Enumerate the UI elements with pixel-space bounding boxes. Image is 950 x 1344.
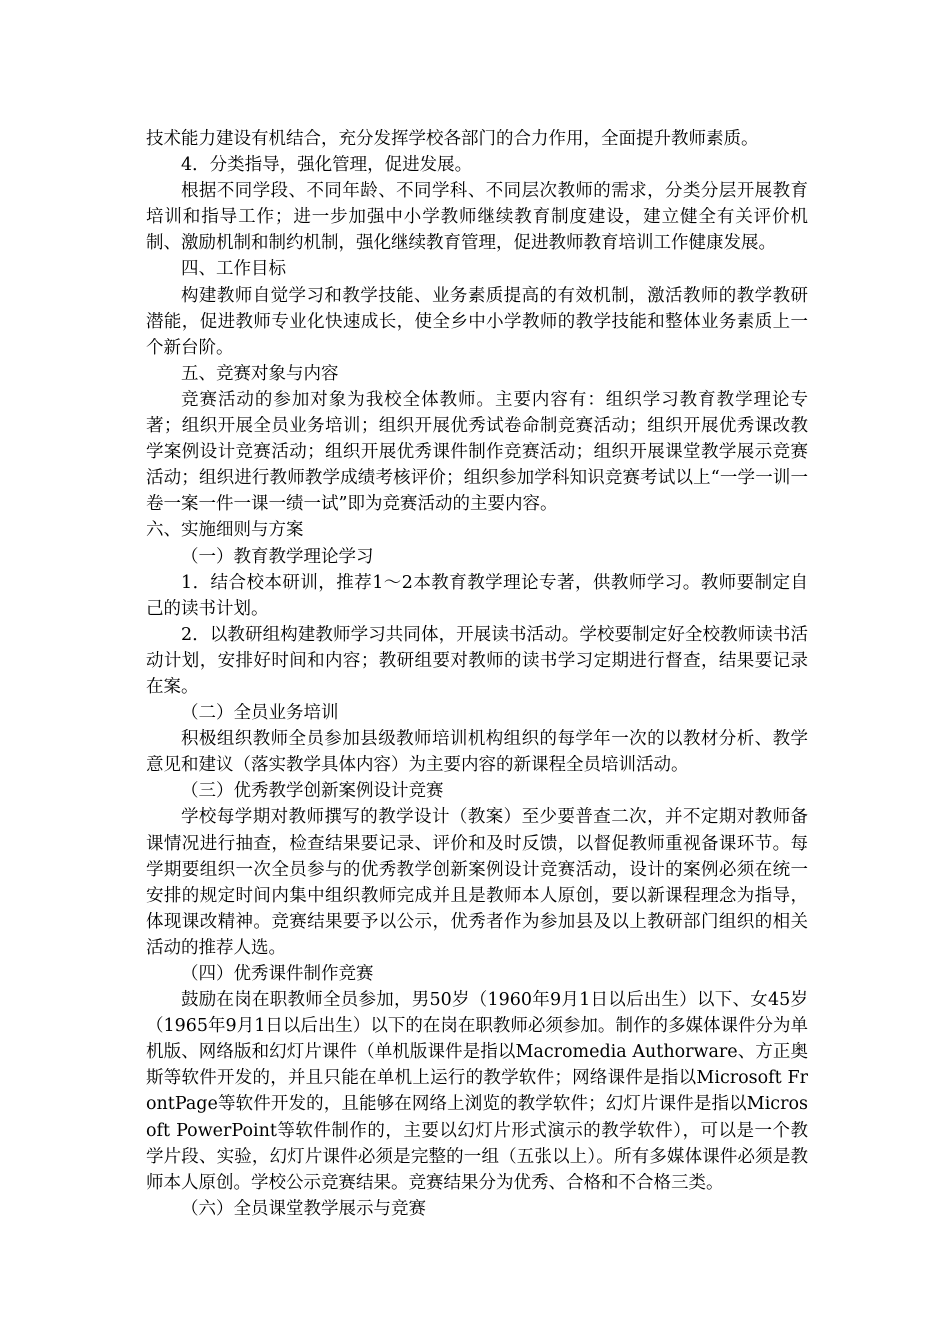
section-subheading: （六）全员课堂教学展示与竞赛 [181,1198,426,1219]
paragraph: 1．结合校本研训，推荐1～2本教育教学理论专著，供教师学习。教师要制定自己的读书计划。 [146,572,808,619]
paragraph: 构建教师自觉学习和教学技能、业务素质提高的有效机制，激活教师的教学教研潜能，促进教师专业化快速成长，使全乡中小学教师的教学技能和整体业务素质上一个新台阶。 [146,285,808,358]
section-subheading: （三）优秀教学创新案例设计竞赛 [181,781,444,802]
section-heading: 五、竞赛对象与内容 [181,363,339,384]
section-subheading: （二）全员业务培训 [181,703,339,724]
paragraph: 学校每学期对教师撰写的教学设计（教案）至少要普查二次，并不定期对教师备课情况进行抽查，检查结果要记录、评价和及时反馈，以督促教师重视备课环节。每学期要组织一次全员参与的优秀教学创新案例设计竞赛活动，设计的案例必须在统一安排的规定时间内集中组织教师完成并且是教师本人原创，要以新课程理念为指导，体现课改精神。竞赛结果要予以公示，优秀者作为参加县及以上教研部门组织的相关活动的推荐人选。 [146,807,808,958]
paragraph: 技术能力建设有机结合，充分发挥学校各部门的合力作用，全面提升教师素质。 [146,129,759,149]
section-subheading: （四）优秀课件制作竞赛 [181,964,374,984]
paragraph: 2．以教研组构建教师学习共同体，开展读书活动。学校要制定好全校教师读书活动计划，安排好时间和内容；教研组要对教师的读书学习定期进行督查，结果要记录在案。 [146,624,808,697]
document-body [146,126,808,1222]
section-heading: 四、工作目标 [181,259,286,280]
section-heading: 六、实施细则与方案 [146,520,304,541]
paragraph: 竞赛活动的参加对象为我校全体教师。主要内容有：组织学习教育教学理论专著；组织开展全员业务培训；组织开展优秀试卷命制竞赛活动；组织开展优秀课改教学案例设计竞赛活动；组织开展优秀课件制作竞赛活动；组织开展课堂教学展示竞赛活动；组织进行教师教学成绩考核评价；组织参加学科知识竞赛考试以上“一学一训一卷一案一件一课一绩一试”即为竞赛活动的主要内容。 [146,389,808,515]
paragraph: 积极组织教师全员参加县级教师培训机构组织的每学年一次的以教材分析、教学意见和建议（落实教学具体内容）为主要内容的新课程全员培训活动。 [146,729,808,776]
section-subheading: （一）教育教学理论学习 [181,546,374,567]
paragraph: 鼓励在岗在职教师全员参加，男50岁（1960年9月1日以后出生）以下、女45岁（1965年9月1日以后出生）以下的在岗在职教师必须参加。制作的多媒体课件分为单机版、网络版和幻灯片课件（单机版课件是指以Macromedia Authorware、方正奥斯等软件开发的，并且只能在单机上运行的教学软件；网络课件是指以Microsoft FrontPage等软件开发的，且能够在网络上浏览的教学软件；幻灯片课件是指以Microsoft PowerPoint等软件制作的，主要以幻灯片形式演示的教学软件），可以是一个教学片段、实验，幻灯片课件必须是完整的一组（五张以上）。所有多媒体课件必须是教师本人原创。学校公示竞赛结果。竞赛结果分为优秀、合格和不合格三类。 [146,990,808,1193]
paragraph: 根据不同学段、不同年龄、不同学科、不同层次教师的需求，分类分层开展教育培训和指导工作；进一步加强中小学教师继续教育制度建设，建立健全有关评价机制、激励机制和制约机制，强化继续教育管理，促进教师教育培训工作健康发展。 [146,181,808,254]
section-subheading: 4．分类指导，强化管理，促进发展。 [181,155,473,176]
